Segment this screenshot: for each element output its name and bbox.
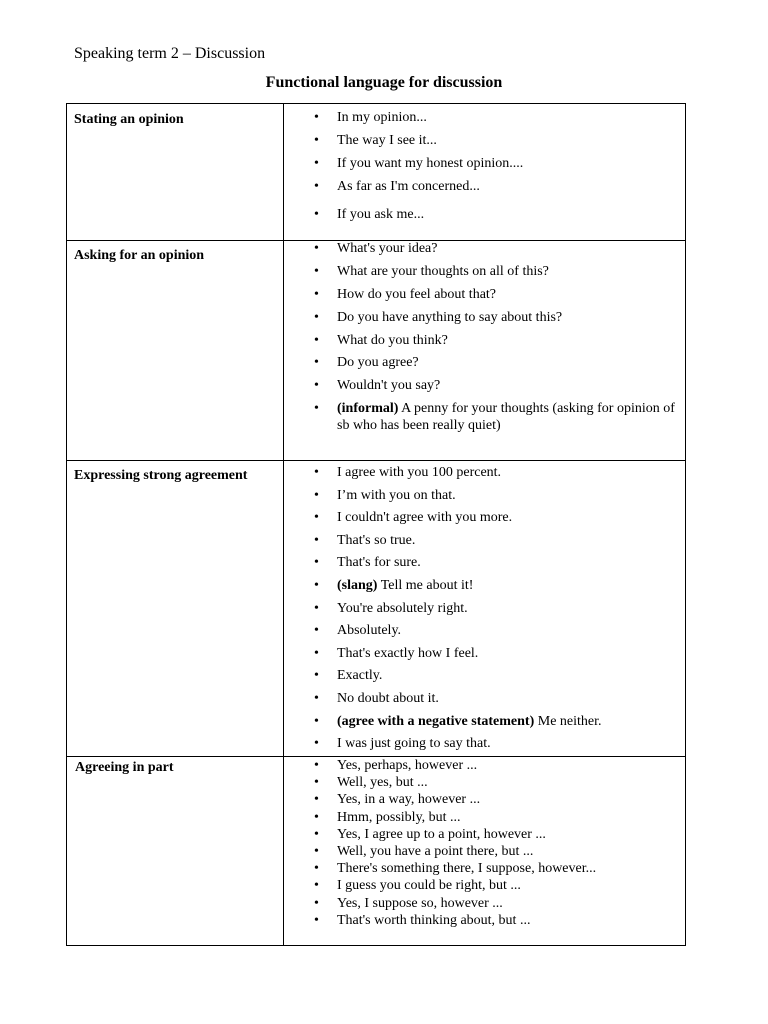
phrase-tag: (agree with a negative statement) <box>337 713 535 729</box>
phrase-text: That's so true. <box>337 532 416 548</box>
phrase-item <box>284 688 685 711</box>
phrase-item <box>284 152 685 175</box>
phrase-list <box>284 104 685 226</box>
category-cell <box>67 461 284 757</box>
phrase-text: Well, yes, but ... <box>337 775 428 791</box>
phrase-item <box>284 485 685 508</box>
phrase-text: Absolutely. <box>337 623 402 639</box>
phrase-text: Yes, perhaps, however ... <box>337 758 478 773</box>
phrase-item <box>284 895 685 912</box>
phrase-item <box>284 791 685 808</box>
phrase-item <box>284 598 685 621</box>
phrase-item <box>284 332 685 349</box>
phrase-text: If you ask me... <box>337 207 425 222</box>
phrase-item <box>284 643 685 666</box>
phrase-item <box>284 711 685 734</box>
phrase-text: No doubt about it. <box>337 690 439 706</box>
phrase-item <box>284 665 685 688</box>
phrase-item <box>284 203 685 226</box>
phrase-text: That's exactly how I feel. <box>337 645 479 661</box>
phrase-text: Exactly. <box>337 668 383 684</box>
phrase-text: Yes, I agree up to a point, however ... <box>337 826 546 842</box>
phrase-text: Tell me about it! <box>377 577 474 593</box>
phrase-item <box>284 175 685 198</box>
phrase-item <box>284 733 685 756</box>
phrase-item <box>284 843 685 860</box>
category-label: Agreeing in part <box>75 760 174 775</box>
phrase-item <box>284 507 685 530</box>
phrase-text: Yes, in a way, however ... <box>337 792 481 808</box>
phrases-table <box>66 103 686 946</box>
phrases-cell <box>284 461 686 757</box>
phrase-item <box>284 912 685 929</box>
phrase-text: You're absolutely right. <box>337 600 468 616</box>
phrase-item <box>284 757 685 774</box>
phrase-text: I guess you could be right, but ... <box>337 878 521 894</box>
category-label: Asking for an opinion <box>74 248 205 263</box>
phrase-text: What are your thoughts on all of this? <box>337 263 549 279</box>
phrase-item <box>284 877 685 894</box>
phrases-cell <box>284 104 686 241</box>
phrases-cell <box>284 241 686 461</box>
phrase-item <box>284 809 685 826</box>
phrase-text: Do you have anything to say about this? <box>337 309 563 325</box>
phrase-item <box>284 400 685 434</box>
phrase-item <box>284 462 685 485</box>
phrase-item <box>284 530 685 553</box>
category-cell <box>67 104 284 241</box>
phrase-text: The way I see it... <box>337 133 437 148</box>
phrase-item <box>284 575 685 598</box>
phrase-item <box>284 860 685 877</box>
section-row <box>67 241 686 461</box>
phrase-text: There's something there, I suppose, however... <box>337 861 597 877</box>
phrase-item <box>284 552 685 575</box>
category-label: Stating an opinion <box>74 112 184 127</box>
phrase-item <box>284 286 685 303</box>
phrase-item <box>284 620 685 643</box>
phrase-text: What do you think? <box>337 332 448 348</box>
phrase-text: I couldn't agree with you more. <box>337 510 513 526</box>
section-row <box>67 757 686 946</box>
phrase-tag: (slang) <box>337 577 378 593</box>
phrase-text: How do you feel about that? <box>337 286 497 302</box>
phrase-item <box>284 263 685 280</box>
phrase-text: Well, you have a point there, but ... <box>337 844 534 860</box>
phrase-text: In my opinion... <box>337 110 427 125</box>
phrase-list <box>284 757 685 929</box>
phrase-list <box>284 240 685 434</box>
phrases-cell <box>284 757 686 946</box>
phrase-item <box>284 354 685 371</box>
phrase-text: That's worth thinking about, but ... <box>337 912 531 928</box>
phrase-text: What's your idea? <box>337 241 438 256</box>
phrase-text: Yes, I suppose so, however ... <box>337 895 503 911</box>
phrase-item <box>284 826 685 843</box>
phrase-text: As far as I'm concerned... <box>337 179 480 194</box>
section-row <box>67 104 686 241</box>
phrase-text: I agree with you 100 percent. <box>337 465 502 480</box>
phrase-item <box>284 129 685 152</box>
phrase-list <box>284 461 685 756</box>
category-label: Expressing strong agreement <box>74 468 248 483</box>
phrase-text: Hmm, possibly, but ... <box>337 809 461 825</box>
phrase-tag: (informal) <box>337 401 399 417</box>
phrase-text: I was just going to say that. <box>337 736 491 752</box>
phrase-text: If you want my honest opinion.... <box>337 156 524 171</box>
phrase-text: I’m with you on that. <box>337 487 456 503</box>
section-row <box>67 461 686 757</box>
page-header: Speaking term 2 – Discussion <box>74 45 266 62</box>
phrase-text: Wouldn't you say? <box>337 378 441 394</box>
category-cell <box>67 241 284 461</box>
phrase-item <box>284 106 685 129</box>
phrase-text: Me neither. <box>534 713 602 729</box>
phrase-text: Do you agree? <box>337 355 419 371</box>
phrase-item <box>284 377 685 394</box>
category-cell <box>67 757 284 946</box>
phrase-item <box>284 240 685 257</box>
phrase-text: That's for sure. <box>337 555 421 571</box>
phrase-item <box>284 309 685 326</box>
document-title: Functional language for discussion <box>265 74 503 91</box>
phrase-item <box>284 774 685 791</box>
phrase-text: A penny for your thoughts (asking for opinion of sb who has been really quiet) <box>337 401 675 434</box>
